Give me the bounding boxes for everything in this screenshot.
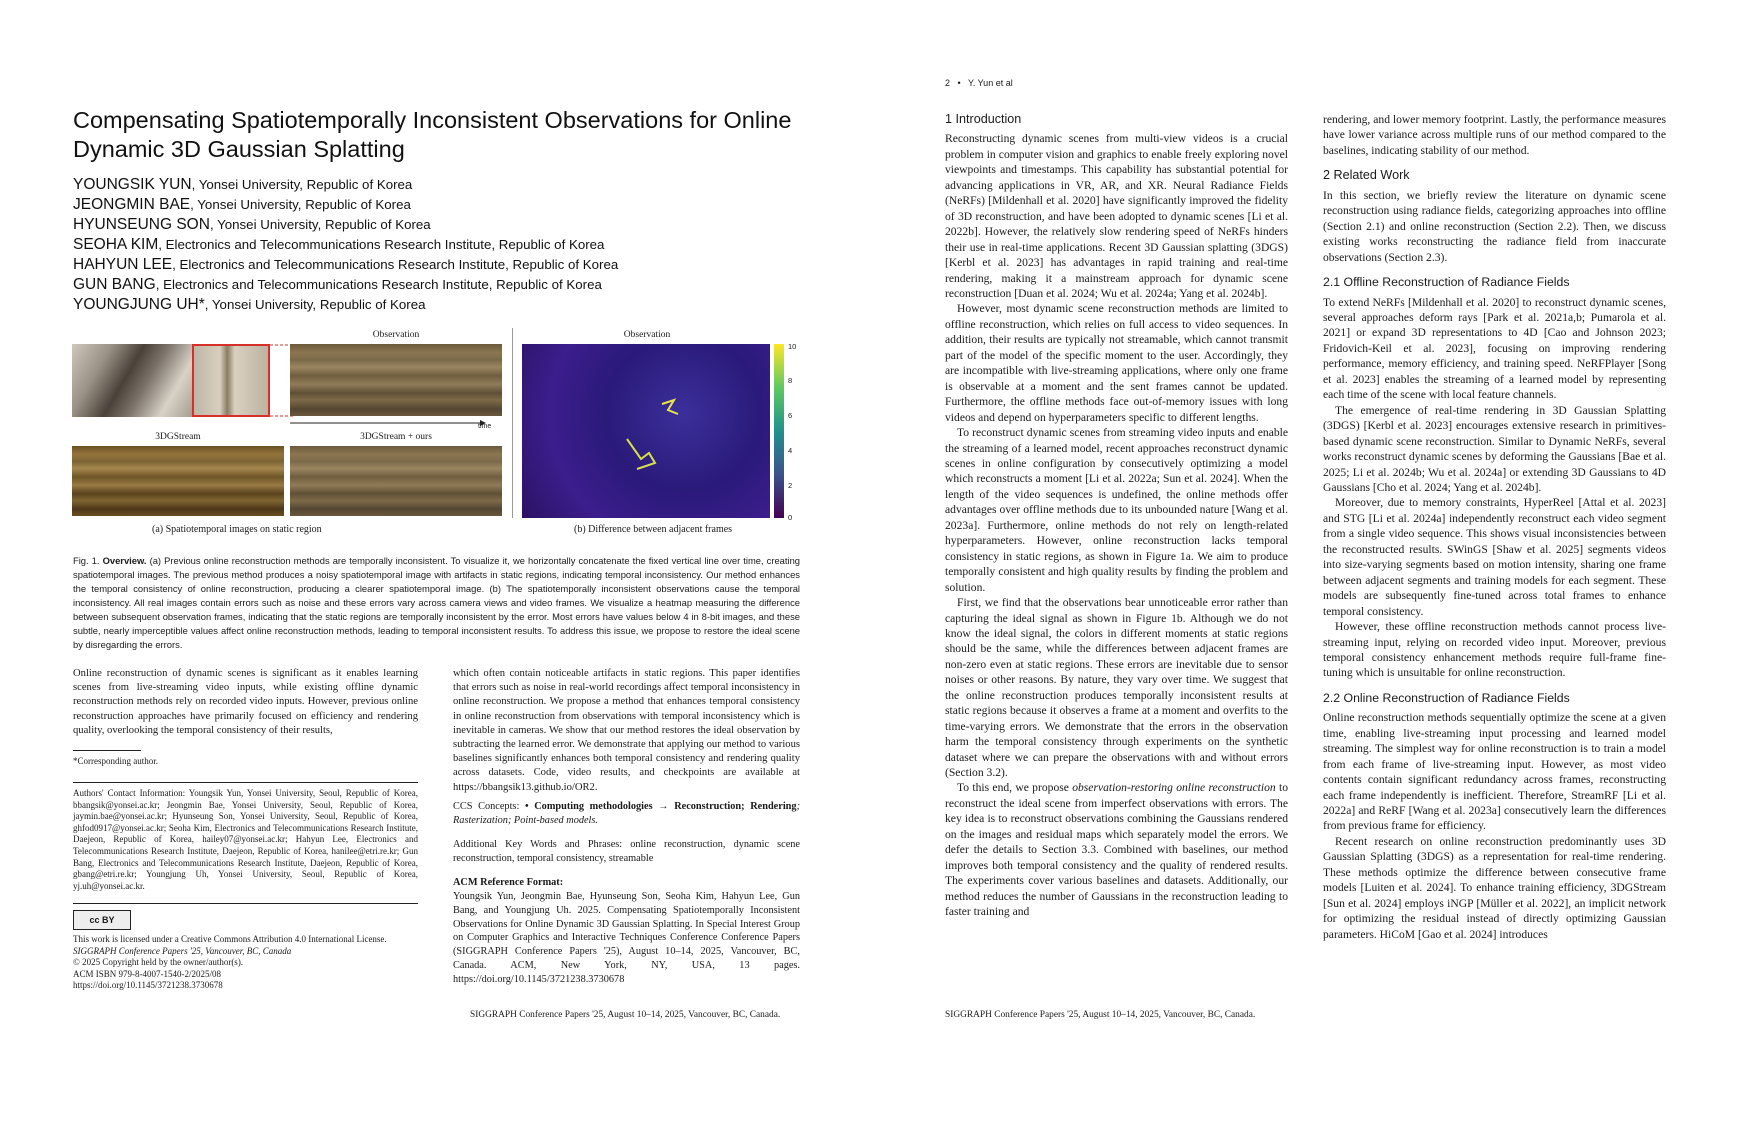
ccs-label: CCS Concepts:: [453, 801, 525, 812]
author-name: YOUNGJUNG UH*: [73, 296, 205, 313]
paragraph: In this section, we briefly review the literature on dynamic scene reconstruction using radiance fields, categorizing approaches into offline (Section 2.1) and online reconstruction (Section 2.2). Then, we discuss existing works reconstructing the radiance field from inaccurate observations (Section 2.3).: [1323, 188, 1666, 264]
page-footer: SIGGRAPH Conference Papers '25, August 10–14, 2025, Vancouver, BC, Canada.: [470, 1010, 781, 1020]
author-line: [73, 215, 813, 235]
paragraph: The emergence of real-time rendering in 3D Gaussian Splatting (3DGS) [Kerbl et al. 2023] encourages extensive research in primitives-based dynamic scene reconstruction. Similar to Dynamic NeRFs, several works reconstruct dynamic scenes by deforming the Gaussians [Bae et al. 2025; Li et al. 2024b; Wu et al. 2024a] or extending 3D Gaussians to 4D Gaussians [Cho et al. 2024; Yang et al. 2024b].: [1323, 403, 1666, 494]
colorbar-tick: 8: [788, 376, 793, 385]
author-affiliation: , Yonsei University, Republic of Korea: [209, 217, 431, 232]
paragraph: To extend NeRFs [Mildenhall et al. 2020] to reconstruct dynamic scenes, several approaches deform rays [Park et al. 2021a,b; Pumarola et al. 2021] or expand 3D representations to 4D [Cao and Johnson 2023; Fridovich-Keil et al. 2023], focusing on improving rendering performance, memory efficiency, and training speed. NeRFPlayer [Song et al. 2023] enables the streaming of a learned model by representing each time of the scene with local feature channels.: [1323, 295, 1666, 402]
colorbar-tick: 4: [788, 446, 793, 455]
text-run: To this end, we propose: [957, 781, 1073, 795]
license-line: © 2025 Copyright held by the owner/author(s).: [73, 957, 244, 968]
colorbar-tick: 0: [788, 513, 793, 522]
panel-observation-a: [290, 328, 502, 428]
cc-license-badge: cc BY: [73, 910, 131, 930]
author-name: YOUNGSIK YUN: [73, 176, 192, 193]
author-name: HAHYUN LEE: [73, 256, 173, 273]
time-label: time: [478, 423, 492, 430]
author-affiliation: , Yonsei University, Republic of Korea: [190, 197, 411, 212]
panel-3dgstream: [72, 432, 284, 522]
running-head: 2 • Y. Yun et al: [945, 78, 1013, 88]
abstract-right: which often contain noticeable artifacts in static regions. This paper identifies that errors such as noise in real-world recordings affect temporal inconsistency in online reconstruction. We propose a method that enhances temporal consistency in online reconstruction from observations with temporal inconsistency which is inevitable in cameras. We show that our method restores the ideal observation by subtracting the learned error. We demonstrate that applying our method to various baselines significantly enhances both temporal consistency and rendering quality across datasets. Code, video results, and checkpoints are available at https://bbangsik13.github.io/OR2.: [453, 668, 800, 793]
panel-label: 3DGStream: [155, 432, 201, 442]
heatmap-highlights: [522, 344, 770, 518]
section-heading: 2 Related Work: [1323, 168, 1410, 183]
paper-title: Compensating Spatiotemporally Inconsistent Observations for Online Dynamic 3D Gaussian Splatting: [73, 107, 792, 162]
caption-text: (a) Previous online reconstruction methods are temporally inconsistent. To visualize it, we horizontally concatenate the fixed vertical line over time, creating spatiotemporal images. The previous method produces a noisy spatiotemporal image with artifacts in static regions, indicating temporal inconsistency. Our method enhances the temporal consistency of online reconstruction, producing a clearer spatiotemporal image. (b) The spatiotemporally inconsistent observations cause the temporal inconsistency. All real images contain errors such as noise and these errors vary across camera views and video frames. We visualize a heatmap measuring the difference between subsequent observation frames, indicating that the static regions are temporally inconsistent by the error. Most errors have values below 4 in 8-bit images, and these subtle, nearly imperceptible values affect online reconstruction methods, leading to temporal inconsistent results. To address this issue, we propose to restore the ideal scene by disregarding the errors.: [73, 555, 801, 650]
time-arrow: [290, 418, 502, 428]
colorbar-tick: 6: [788, 411, 793, 420]
page-1: [0, 0, 870, 1127]
colorbar-tick: 10: [788, 342, 797, 351]
doi-link[interactable]: https://doi.org/10.1145/3721238.3730678: [73, 980, 223, 991]
footnote-rule: [73, 750, 141, 751]
paragraph: [945, 780, 1288, 919]
subsection-heading: 2.1 Offline Reconstruction of Radiance Fields: [1323, 275, 1570, 290]
caption-bold: Overview.: [102, 555, 147, 566]
author-affiliation: , Electronics and Telecommunications Research Institute, Republic of Korea: [172, 257, 619, 272]
contact-information: Authors' Contact Information: Youngsik Yun, Yonsei University, Seoul, Republic of Korea, bbangsik@yonsei.ac.kr; Jeongmin Bae, Yonsei University, Seoul, Republic of Korea, jaymin.bae@yonsei.ac.kr; Hyunseung Son, Yonsei University, Seoul, Republic of Korea, ghfod0917@yonsei.ac.kr; Seoha Kim, Electronics and Telecommunications Research Institute, Daejeon, Republic of Korea, hailey07@yonsei.ac.kr; Hahyun Lee, Electronics and Telecommunications Research Institute, Daejeon, Republic of Korea, hanilee@etri.re.kr; Gun Bang, Electronics and Telecommunications Research Institute, Daejeon, Republic of Korea, gbang@etri.re.kr; Youngjung Uh, Yonsei University, Seoul, Republic of Korea, yj.uh@yonsei.ac.kr.: [73, 788, 418, 891]
paragraph: Recent research on online reconstruction predominantly uses 3D Gaussian Splatting (3DGS) as a representation for real-time rendering. These methods optimize the difference between consecutive frame models [Luiten et al. 2024]. To enhance training efficiency, 3DGStream [Sun et al. 2024] employs iNGP [Müller et al. 2022], an implicit network for optimizing the residual instead of directly optimizing Gaussian parameters. HiCoM [Gao et al. 2024] introduces: [1323, 834, 1666, 941]
author-list: [73, 175, 813, 315]
author-name: JEONGMIN BAE: [73, 196, 191, 213]
text-run: to reconstruct the ideal scene from imperfect observations with errors. The key idea is to reconstruct observations combining the Gaussians rendered on the images and residual maps which separately model the errors. We defer the details to Section 3.3. Combined with baselines, our method improves both temporal consistency and the quality of rendered results. The experiments cover various baselines and datasets. Additionally, our method reduces the number of Gaussians in the reconstruction leading to faster training and: [945, 781, 1288, 919]
author-affiliation: , Yonsei University, Republic of Korea: [204, 297, 426, 312]
italic-term: observation-restoring online reconstruction: [1072, 781, 1276, 795]
license-rule: [73, 903, 418, 904]
keywords: Additional Key Words and Phrases: online reconstruction, dynamic scene reconstruction, temporal consistency, streamable: [453, 839, 800, 865]
figure-divider: [512, 328, 513, 518]
figure-caption: [73, 554, 800, 652]
author-line: [73, 195, 813, 215]
corresponding-note: *Corresponding author.: [73, 756, 158, 766]
scene-photo: [72, 344, 192, 417]
section-heading: 1 Introduction: [945, 112, 1022, 126]
right-column: [1323, 112, 1666, 942]
left-column: [945, 112, 1288, 920]
author-affiliation: , Electronics and Telecommunications Research Institute, Republic of Korea: [155, 277, 602, 292]
panel-label: Observation: [623, 330, 671, 340]
paragraph: First, we find that the observations bear unnoticeable error rather than capturing the ideal signal as shown in Figure 1b. Although we do not know the ideal signal, the colors in different moments at static regions should be the same, while the differences between adjacent frames are non-zero even at static regions. These errors are inevitable due to sensor noises or other reasons. By nature, they vary over time. We suggest that the online reconstruction produces temporally inconsistent results at static regions because it observes a frame at a moment and overfits to the time-varying errors. We demonstrate that the errors in the observation harm the temporal consistency through experiments on the synthetic dataset where we can prepare the observations with and without errors (Section 3.2).: [945, 596, 1288, 780]
author-name: GUN BANG: [73, 276, 156, 293]
subcaption-b: (b) Difference between adjacent frames: [574, 524, 733, 535]
colorbar: [774, 344, 784, 518]
paragraph: Online reconstruction methods sequentially optimize the scene at a given time, enabling live-streaming input processing and learned model streaming. The simplest way for online reconstruction is to train a model from each frame of live-streaming input. However, as most video contents contain significant redundancy across frames, reconstructing each frame independently is inefficient. Therefore, StreamRF [Li et al. 2022a] and ReRF [Wang et al. 2023a] consecutively learn the differences from previous frame for efficiency.: [1323, 711, 1666, 833]
panel-label: Observation: [372, 330, 420, 340]
author-line: [73, 255, 813, 275]
spatiotemporal-image: [290, 446, 502, 516]
ccs-concepts: [453, 800, 800, 828]
author-line: [73, 235, 813, 255]
license-line: SIGGRAPH Conference Papers '25, Vancouver, BC, Canada: [73, 945, 292, 956]
panel-3dgstream-ours: [290, 432, 502, 522]
ccs-rest: ; Rasterization; Point-based models.: [453, 801, 800, 827]
author-name: HYUNSEUNG SON: [73, 216, 210, 233]
spatiotemporal-image: [72, 446, 284, 516]
crop-highlight: [192, 344, 270, 417]
license-line: This work is licensed under a Creative Commons Attribution 4.0 International License.: [73, 934, 387, 944]
figure-1: [72, 328, 800, 540]
subsection-heading: 2.2 Online Reconstruction of Radiance Fields: [1323, 690, 1570, 705]
page-footer: SIGGRAPH Conference Papers '25, August 10–14, 2025, Vancouver, BC, Canada.: [945, 1010, 1256, 1020]
acm-reference: Youngsik Yun, Jeongmin Bae, Hyunseung Son, Seoha Kim, Hahyun Lee, Gun Bang, and Youngjung Uh. 2025. Compensating Spatiotemporally Inconsistent Observations for Online Dynamic 3D Gaussian Splatting. In Special Interest Group on Computer Graphics and Interactive Techniques Conference Conference Papers (SIGGRAPH Conference Papers '25), August 10–14, 2025, Vancouver, BC, Canada. ACM, New York, NY, USA, 13 pages. https://doi.org/10.1145/3721238.3730678: [453, 891, 800, 985]
acm-reference-heading: ACM Reference Format:: [453, 877, 564, 888]
paragraph: However, most dynamic scene reconstruction methods are limited to offline reconstruction, which relies on full access to video sequences. In addition, their results are typically not streamable, which cannot transmit part of the model of the specific moment to the user. Accordingly, they are incompatible with live-streaming applications, where only one frame is observable at a moment and the sent frames cannot be updated. Furthermore, the offline methods face out-of-memory issues with long videos and depend on hyperparameters specific to different lengths.: [945, 302, 1288, 424]
paragraph: rendering, and lower memory footprint. Lastly, the performance measures have lower variance across multiple runs of our method compared to the baselines, indicating stability of our method.: [1323, 113, 1666, 157]
paragraph: However, these offline reconstruction methods cannot process live-streaming input, relying on recorded video input. Moreover, previous temporal consistency enhancement methods require full-frame fine-tuning which is unsuitable for online reconstruction.: [1323, 620, 1666, 680]
author-name: SEOHA KIM: [73, 236, 159, 253]
license-line: ACM ISBN 979-8-4007-1540-2/2025/08: [73, 968, 221, 979]
author-line: [73, 295, 813, 315]
author-line: [73, 275, 813, 295]
difference-heatmap: [522, 344, 770, 518]
panel-observation-b: [522, 328, 792, 518]
paragraph: To reconstruct dynamic scenes from streaming video inputs and enable the streaming of a learned model, recent approaches reconstruct dynamic scenes in online configuration by consecutively optimizing a model which reconstructs a moment [Li et al. 2022a; Sun et al. 2024]. When the length of the video sequences is undefined, the online methods offer advantages over offline methods due to its unbounded nature [Wang et al. 2023a]. Furthermore, online methods do not rely on length-related hyperparameters. However, online reconstruction lacks temporal consistency in static regions, as shown in Figure 1a. We aim to produce temporally consistent and high quality results by finding the problem and solution.: [945, 426, 1288, 594]
spatiotemporal-image: [290, 344, 502, 416]
caption-lead: Fig. 1.: [73, 555, 103, 566]
author-affiliation: , Electronics and Telecommunications Research Institute, Republic of Korea: [158, 237, 605, 252]
subcaption-a: (a) Spatiotemporal images on static region: [152, 524, 322, 535]
abstract-left: Online reconstruction of dynamic scenes is significant as it enables learning scenes from live-streaming video inputs, while existing offline dynamic reconstruction methods rely on recorded video inputs. However, previous online reconstruction approaches have primarily focused on efficiency and rendering quality, overlooking the temporal consistency of their results,: [73, 668, 418, 736]
paragraph: Reconstructing dynamic scenes from multi-view videos is a crucial problem in computer vision and graphics to enable freely exploring novel viewpoints and timestamps. This capability has substantial potential for advancing applications in VR, AR, and XR. Neural Radiance Fields (NeRFs) [Mildenhall et al. 2020] have significantly improved the fidelity of 3D reconstruction, and have been adopted to dynamic scenes [Li et al. 2022b]. However, the relatively slow rendering speed of NeRFs hinders their use in real-time applications. Recent 3D Gaussian splatting (3DGS) [Kerbl et al. 2023] has advantages in rapid training and real-time rendering, making it a mainstream approach for dynamic scene reconstruction [Duan et al. 2024; Wu et al. 2024a; Yang et al. 2024b].: [945, 132, 1288, 300]
paragraph: Moreover, due to memory constraints, HyperReel [Attal et al. 2023] and STG [Li et al. 2024a] independently reconstruct each video segment from a single video sequence. This shows visual inconsistencies between the reconstructed results. SWinGS [Shaw et al. 2025] segments videos into size-varying segments based on motion intensity, sharing one frame between adjacent segments and training models for each segment. These models are subsequently fine-tuned across total frames to enhance temporal consistency.: [1323, 496, 1666, 618]
panel-label: 3DGStream + ours: [360, 432, 432, 442]
colorbar-tick: 2: [788, 481, 793, 490]
author-line: [73, 175, 813, 195]
ccs-bold: • Computing methodologies → Reconstruction; Rendering: [524, 801, 797, 812]
page-2: [870, 0, 1741, 1127]
license-block: [73, 934, 418, 992]
author-affiliation: , Yonsei University, Republic of Korea: [191, 177, 413, 192]
contact-rule: [73, 782, 418, 783]
